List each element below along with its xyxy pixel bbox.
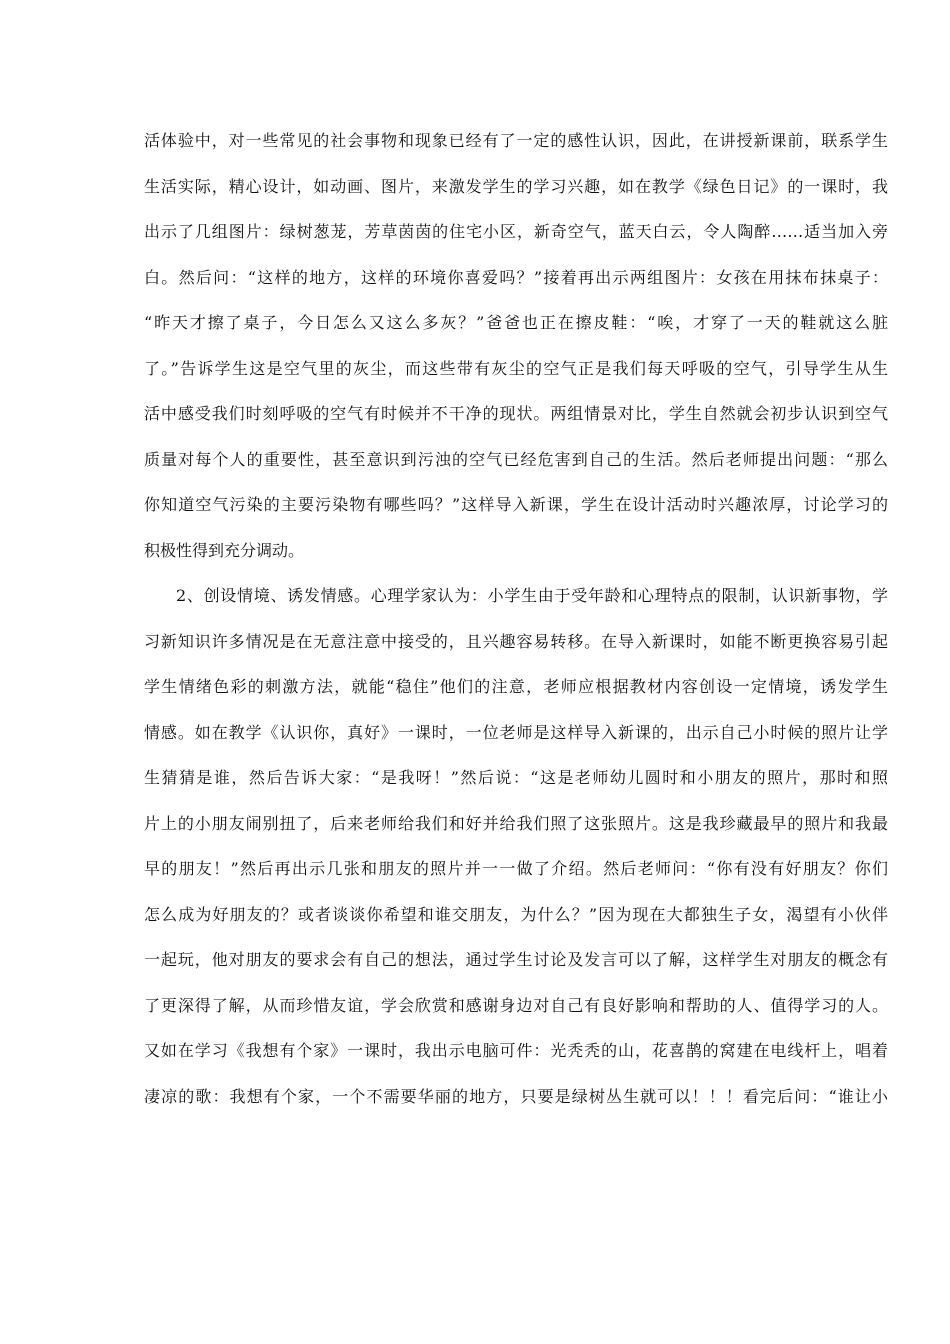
paragraph-2-line: 怎么成为好朋友的？或者谈谈你希望和谁交朋友，为什么？”因为现在大都独生子女，渴望有小伙伴 [144,904,888,924]
paragraph-1-line-last: 积极性得到充分调动。 [144,540,305,560]
paragraph-1-line: 了。”告诉学生这是空气里的灰尘，而这些带有灰尘的空气正是我们每天呼吸的空气，引导学生从生 [144,358,888,378]
paragraph-1-line: 活中感受我们时刻呼吸的空气有时候并不干净的现状。两组情景对比，学生自然就会初步认识到空气 [144,404,888,423]
paragraph-2-line: 一起玩，他对朋友的要求会有自己的想法，通过学生讨论及发言可以了解，这样学生对朋友的概念有 [144,950,888,969]
paragraph-2-line: 学生情绪色彩的刺激方法，就能“稳住”他们的注意，老师应根据教材内容创设一定情境，诱发学生 [144,677,888,696]
paragraph-2-line: 了更深得了解，从而珍惜友谊，学会欣赏和感谢身边对自己有良好影响和帮助的人、值得学习的人。 [144,995,888,1015]
document-page [144,118,888,1119]
paragraph-2-line: 情感。如在教学《认识你，真好》一课时，一位老师是这样导入新课的，出示自己小时候的照片让学 [144,722,888,742]
paragraph-2-line-first: 2、创设情境、诱发情感。心理学家认为：小学生由于受年龄和心理特点的限制，认识新事物，学 [176,586,888,605]
paragraph-2-line: 早的朋友！”然后再出示几张和朋友的照片并一一做了介绍。然后老师问：“你有没有好朋友？你们 [144,859,888,878]
paragraph-2-line: 片上的小朋友闹别扭了，后来老师给我们和好并给我们照了这张照片。这是我珍藏最早的照片和我最 [144,813,888,833]
paragraph-1-line: 活体验中，对一些常见的社会事物和现象已经有了一定的感性认识，因此，在讲授新课前，联系学生 [144,131,888,150]
paragraph-1-line: 白。然后问：“这样的地方，这样的环境你喜爱吗？”接着再出示两组图片：女孩在用抹布抹桌子： [144,267,888,287]
paragraph-2-line: 习新知识许多情况是在无意注意中接受的，且兴趣容易转移。在导入新课时，如能不断更换容易引起 [144,631,888,651]
paragraph-1-line: 质量对每个人的重要性，甚至意识到污浊的空气已经危害到自己的生活。然后老师提出问题：“那么 [144,449,888,469]
paragraph-1-line: 你知道空气污染的主要污染物有哪些吗？”这样导入新课，学生在设计活动时兴趣浓厚，讨论学习的 [144,495,888,514]
paragraph-1-line: 出示了几组图片：绿树葱茏，芳草茵茵的住宅小区，新奇空气，蓝天白云，令人陶醉……适当加入旁 [144,222,888,241]
paragraph-1-line: 生活实际，精心设计，如动画、图片，来激发学生的学习兴趣，如在教学《绿色日记》的一课时，我 [144,176,888,196]
paragraph-1-line: “昨天才擦了桌子，今日怎么又这么多灰？”爸爸也正在擦皮鞋：“唉，才穿了一天的鞋就这么脏 [144,313,888,332]
paragraph-2 [144,573,888,1119]
paragraph-2-line: 又如在学习《我想有个家》一课时，我出示电脑可件：光秃秃的山，花喜鹊的窝建在电线杆上，唱着 [144,1041,888,1060]
paragraph-2-line: 生猜猜是谁，然后告诉大家：“是我呀！”然后说：“这是老师幼儿圆时和小朋友的照片，那时和照 [144,768,888,787]
paragraph-2-line: 凄凉的歌：我想有个家，一个不需要华丽的地方，只要是绿树丛生就可以！！！看完后问：“谁让小 [144,1086,888,1106]
paragraph-1 [144,118,888,573]
